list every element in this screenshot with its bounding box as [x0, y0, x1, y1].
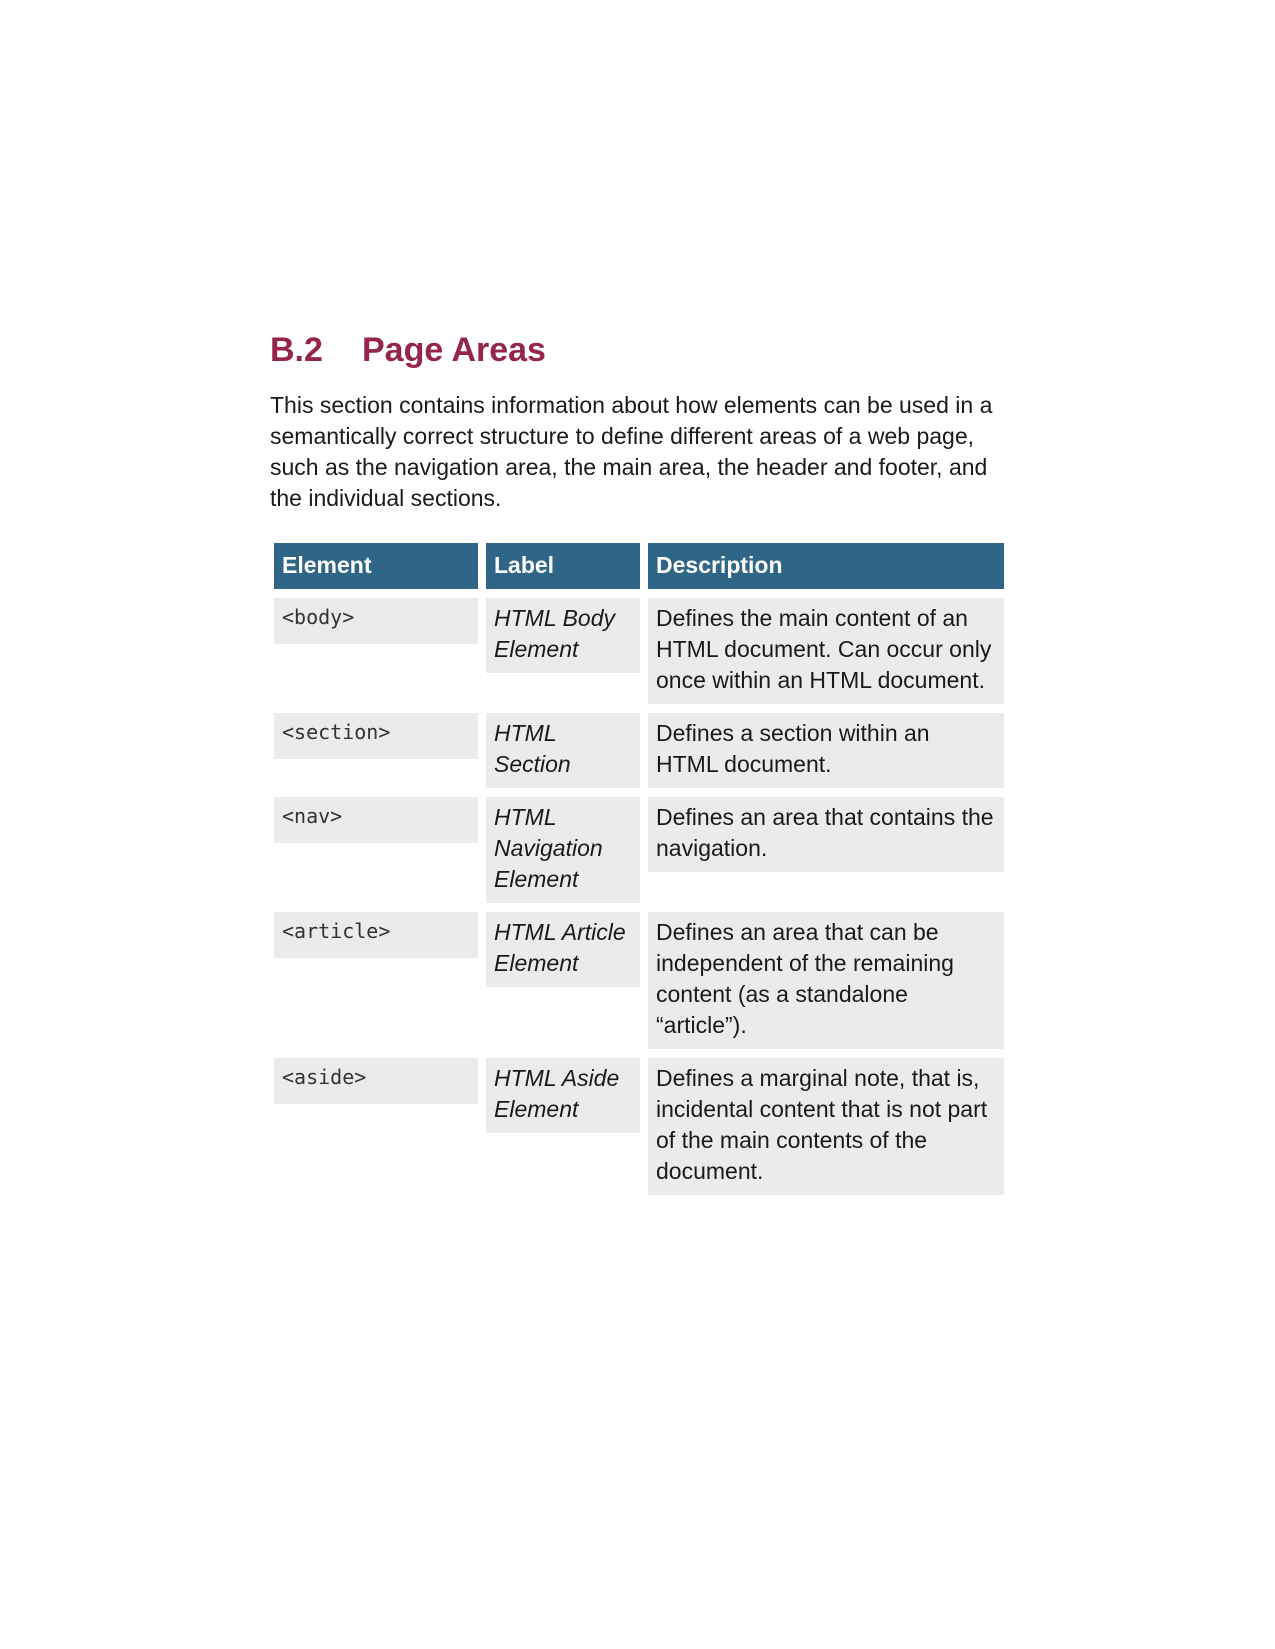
element-cell: <aside>: [274, 1058, 478, 1104]
page-areas-table: [266, 534, 1012, 1204]
label-cell: HTML Aside Element: [486, 1058, 640, 1133]
section-number: B.2: [270, 331, 323, 369]
column-header-description: Description: [648, 543, 1004, 589]
page-content: [270, 330, 1000, 1204]
column-header-element: Element: [274, 543, 478, 589]
table-row: [274, 598, 1004, 704]
intro-paragraph: This section contains information about how elements can be used in a semantically correct structure to define different areas of a web page, such as the navigation area, the main area, the header and footer, and the individual sections.: [270, 392, 993, 511]
description-cell: Defines a section within an HTML document.: [648, 713, 1004, 788]
table-row: [274, 797, 1004, 903]
description-cell: Defines an area that contains the navigation.: [648, 797, 1004, 872]
label-cell: HTML Article Element: [486, 912, 640, 987]
description-cell: Defines a marginal note, that is, incidental content that is not part of the main contents of the document.: [648, 1058, 1004, 1195]
element-cell: <section>: [274, 713, 478, 759]
label-cell: HTML Navigation Element: [486, 797, 640, 903]
label-cell: HTML Body Element: [486, 598, 640, 673]
table-row: [274, 1058, 1004, 1195]
table-header-row: [274, 543, 1004, 589]
section-heading: [270, 330, 1000, 370]
element-cell: <nav>: [274, 797, 478, 843]
description-cell: Defines the main content of an HTML document. Can occur only once within an HTML document.: [648, 598, 1004, 704]
label-cell: HTML Section: [486, 713, 640, 788]
element-cell: <body>: [274, 598, 478, 644]
table-row: [274, 713, 1004, 788]
description-cell: Defines an area that can be independent of the remaining content (as a standalone “article”).: [648, 912, 1004, 1049]
table-row: [274, 912, 1004, 1049]
column-header-label: Label: [486, 543, 640, 589]
section-title: Page Areas: [362, 331, 546, 369]
element-cell: <article>: [274, 912, 478, 958]
